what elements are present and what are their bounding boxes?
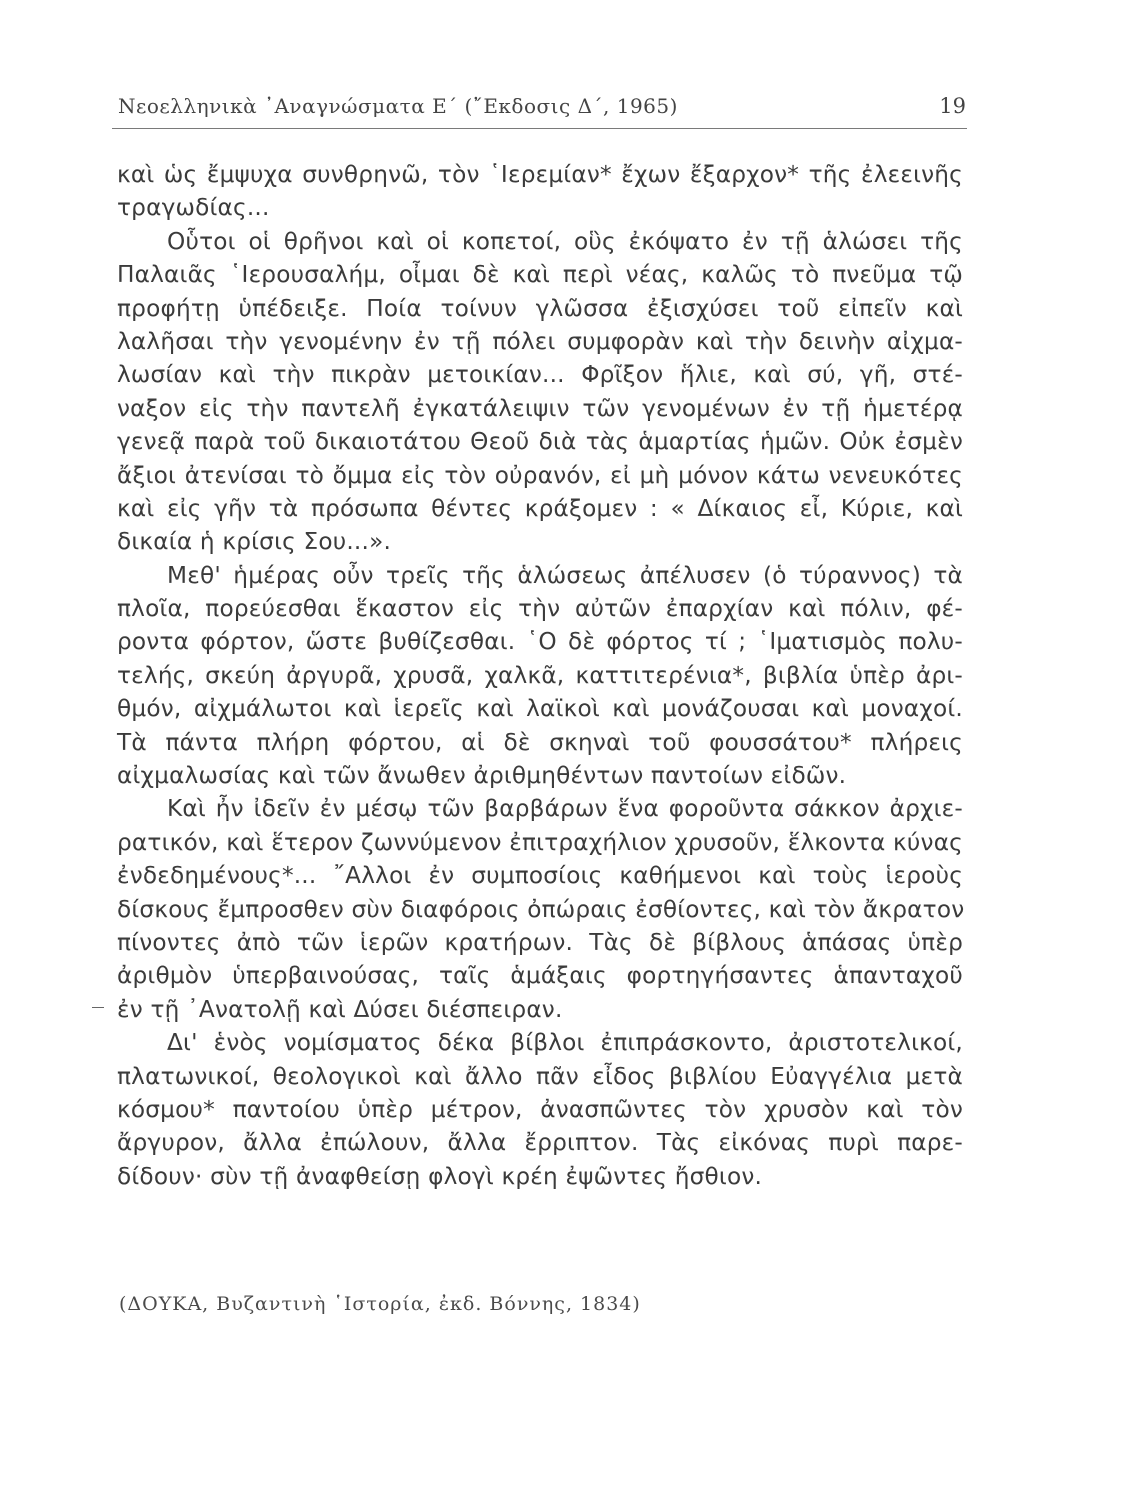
text-line: Καὶ ἦν ἰδεῖν ἐν μέσῳ τῶν βαρβάρων ἕνα φοροῦντα σάκκον ἀρχιε-: [167, 795, 963, 823]
text-line: ἐνδεδημένους*... ῎Αλλοι ἐν συμποσίοις καθήμενοι καὶ τοὺς ἱεροὺς: [117, 862, 963, 890]
page-number: 19: [939, 94, 966, 118]
text-line: τραγωδίας...: [117, 194, 270, 222]
margin-mark: [92, 1007, 104, 1008]
text-line: ἀριθμὸν ὑπερβαινούσας, ταῖς ἁμάξαις φορτηγήσαντες ἁπανταχοῦ: [117, 962, 963, 990]
text-line: δίσκους ἔμπροσθεν σὺν διαφόροις ὀπώραις ἐσθίοντες, καὶ τὸν ἄκρατον: [117, 895, 965, 923]
text-line: πλατωνικοί, θεολογικοὶ καὶ ἄλλο πᾶν εἶδος βιβλίου Εὐαγγέλια μετὰ: [117, 1062, 963, 1090]
running-head: [118, 90, 966, 126]
text-line: πίνοντες ἀπὸ τῶν ἱερῶν κρατήρων. Τὰς δὲ βίβλους ἁπάσας ὑπὲρ: [117, 928, 963, 956]
text-line: ἐν τῇ ᾿Ανατολῇ καὶ Δύσει διέσπειραν.: [117, 995, 563, 1023]
body-text: [117, 158, 963, 1193]
text-line: κόσμου* παντοίου ὑπὲρ μέτρον, ἀνασπῶντες τὸν χρυσὸν καὶ τὸν: [117, 1095, 963, 1123]
text-line: καὶ εἰς γῆν τὰ πρόσωπα θέντες κράξομεν : « Δίκαιος εἶ, Κύριε, καὶ: [117, 494, 963, 522]
text-line: Παλαιᾶς ῾Ιερουσαλήμ, οἶμαι δὲ καὶ περὶ νέας, καλῶς τὸ πνεῦμα τῷ: [117, 261, 963, 289]
text-line: ροντα φόρτον, ὥστε βυθίζεσθαι. ῾Ο δὲ φόρτος τί ; ῾Ιματισμὸς πολυ-: [117, 628, 963, 656]
text-line: αἰχμαλωσίας καὶ τῶν ἄνωθεν ἀριθμηθέντων παντοίων εἰδῶν.: [117, 762, 847, 790]
text-line: Οὗτοι οἱ θρῆνοι καὶ οἱ κοπετοί, οὓς ἐκόψατο ἐν τῇ ἁλώσει τῆς: [167, 227, 963, 255]
running-head-title: Νεοελληνικὰ ᾿Αναγνώσματα Ε΄ (῎Εκδοσις Δ΄, 1965): [118, 94, 678, 118]
text-line: θμόν, αἰχμάλωτοι καὶ ἱερεῖς καὶ λαϊκοὶ καὶ μονάζουσαι καὶ μοναχοί.: [117, 695, 963, 723]
text-line: λωσίαν καὶ τὴν πικρὰν μετοικίαν... Φρῖξον ἥλιε, καὶ σύ, γῆ, στέ-: [117, 361, 963, 389]
text-line: προφήτῃ ὑπέδειξε. Ποία τοίνυν γλῶσσα ἐξισχύσει τοῦ εἰπεῖν καὶ: [117, 294, 963, 322]
text-line: λαλῆσαι τὴν γενομένην ἐν τῇ πόλει συμφορὰν καὶ τὴν δεινὴν αἰχμα-: [117, 327, 963, 355]
text-line: δίδουν· σὺν τῇ ἀναφθείσῃ φλογὶ κρέη ἐψῶντες ἤσθιον.: [117, 1162, 763, 1190]
text-line: ναξον εἰς τὴν παντελῆ ἐγκατάλειψιν τῶν γενομένων ἐν τῇ ἡμετέρᾳ: [117, 394, 963, 422]
text-line: Δι' ἑνὸς νομίσματος δέκα βίβλοι ἐπιπράσκοντο, ἀριστοτελικοί,: [167, 1029, 963, 1057]
text-line: τελής, σκεύη ἀργυρᾶ, χρυσᾶ, χαλκᾶ, καττιτερένια*, βιβλία ὑπὲρ ἀρι-: [117, 661, 963, 689]
text-line: Τὰ πάντα πλήρη φόρτου, αἱ δὲ σκηναὶ τοῦ φουσσάτου* πλήρεις: [117, 728, 963, 756]
text-line: καὶ ὡς ἔμψυχα συνθρηνῶ, τὸν ῾Ιερεμίαν* ἔχων ἔξαρχον* τῆς ἐλεεινῆς: [117, 161, 963, 188]
text-line: πλοῖα, πορεύεσθαι ἕκαστον εἰς τὴν αὐτῶν ἐπαρχίαν καὶ πόλιν, φέ-: [117, 595, 963, 623]
text-line: ἄξιοι ἀτενίσαι τὸ ὄμμα εἰς τὸν οὐρανόν, εἰ μὴ μόνον κάτω νενευκότες: [117, 461, 963, 489]
text-line: ρατικόν, καὶ ἕτερον ζωννύμενον ἐπιτραχήλιον χρυσοῦν, ἕλκοντα κύνας: [117, 828, 963, 856]
text-line: δικαία ἡ κρίσις Σου...».: [117, 528, 392, 556]
header-rule: [112, 128, 967, 129]
text-line: γενεᾷ παρὰ τοῦ δικαιοτάτου Θεοῦ διὰ τὰς ἁμαρτίας ἡμῶν. Οὐκ ἐσμὲν: [117, 428, 963, 456]
text-line: Μεθ' ἡμέρας οὖν τρεῖς τῆς ἁλώσεως ἀπέλυσεν (ὁ τύραννος) τὰ: [167, 561, 963, 589]
text-line: ἄργυρον, ἄλλα ἐπώλουν, ἄλλα ἔρριπτον. Τὰς εἰκόνας πυρὶ παρε-: [117, 1129, 963, 1157]
source-citation: (ΔΟΥΚΑ, Βυζαντινὴ ῾Ιστορία, ἐκδ. Βόννης, 1834): [119, 1293, 641, 1315]
